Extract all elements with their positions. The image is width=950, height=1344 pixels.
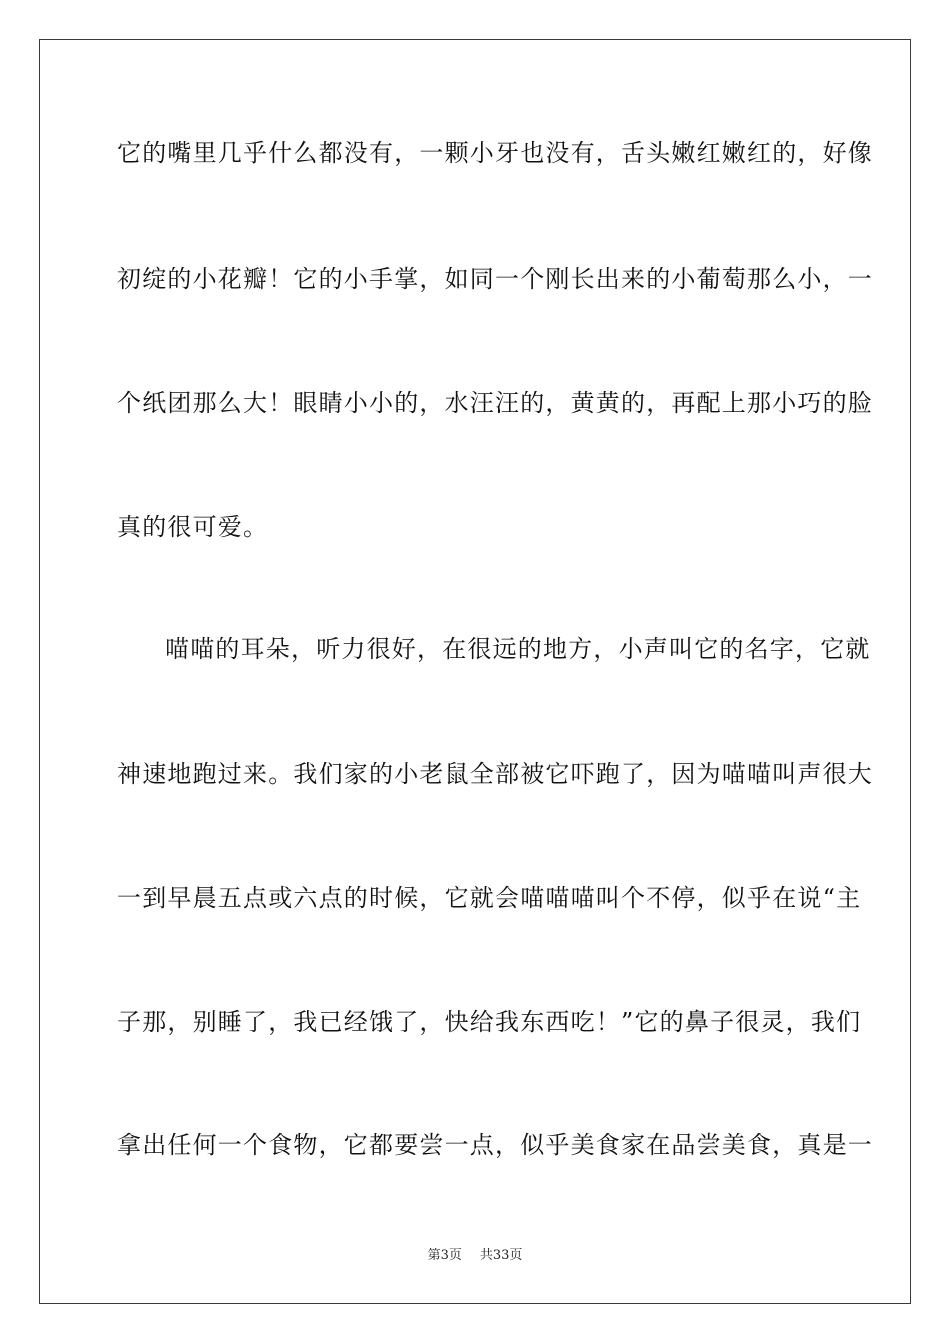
text-line-5: 喵喵的耳朵，听力很好，在很远的地方，小声叫它的名字，它就 — [165, 635, 871, 663]
text-line-1: 它的嘴里几乎什么都没有，一颗小牙也没有，舌头嫩红嫩红的，好像 — [117, 139, 873, 167]
total-pages: 共33页 — [479, 1248, 523, 1263]
page-border — [39, 39, 911, 1304]
text-line-8: 子那，别睡了，我已经饿了，快给我东西吃！”它的鼻子很灵，我们 — [117, 1008, 862, 1036]
text-line-9: 拿出任何一个食物，它都要尝一点，似乎美食家在品尝美食，真是一 — [117, 1131, 873, 1159]
page-number: 第3页 — [427, 1248, 462, 1263]
text-line-6: 神速地跑过来。我们家的小老鼠全部被它吓跑了，因为喵喵叫声很大 — [117, 760, 873, 788]
page-footer — [0, 1247, 950, 1265]
text-line-3: 个纸团那么大！眼睛小小的，水汪汪的，黄黄的，再配上那小巧的脸 — [117, 389, 873, 417]
text-line-2: 初绽的小花瓣！它的小手掌，如同一个刚长出来的小葡萄那么小，一 — [117, 265, 873, 293]
text-line-4: 真的很可爱。 — [117, 513, 269, 541]
text-line-7: 一到早晨五点或六点的时候，它就会喵喵喵叫个不停，似乎在说“主 — [117, 884, 862, 912]
